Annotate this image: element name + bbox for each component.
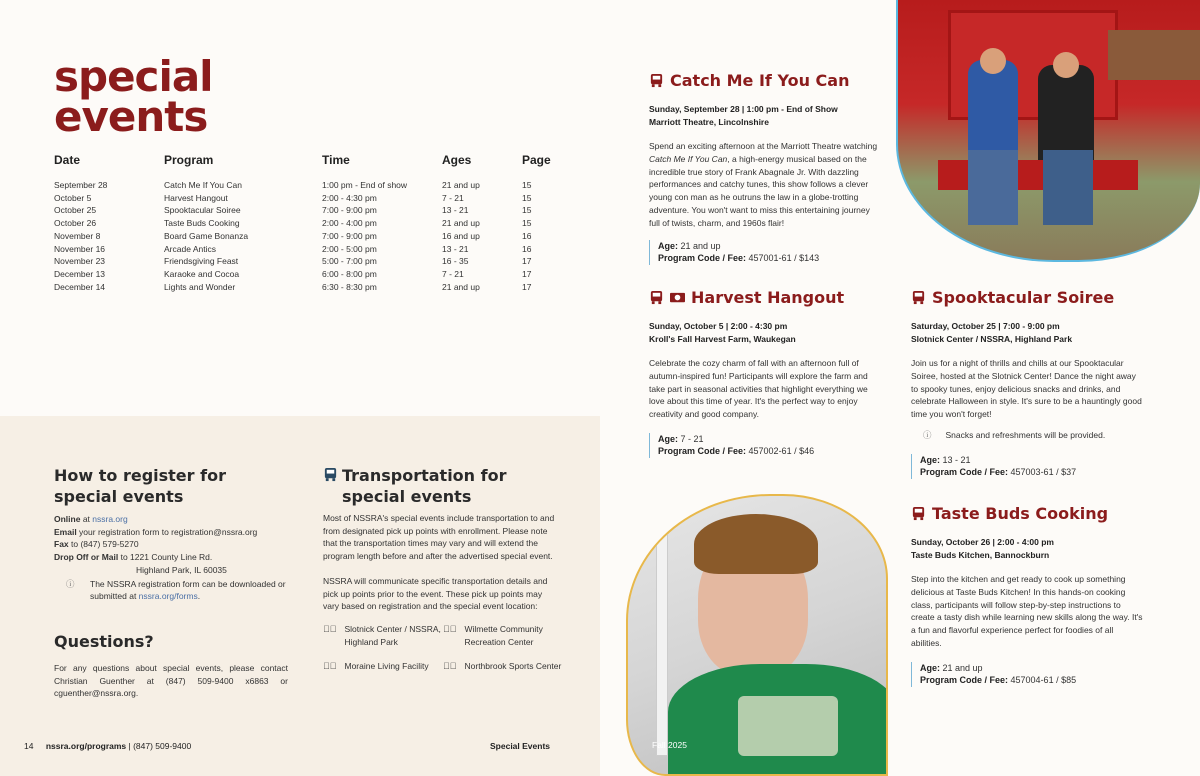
table-body bbox=[54, 179, 574, 293]
table-cell: 21 and up bbox=[442, 218, 480, 229]
table-cell: October 26 bbox=[54, 218, 97, 229]
table-cell: 6:30 - 8:30 pm bbox=[322, 281, 377, 292]
table-cell: 5:00 - 7:00 pm bbox=[322, 256, 377, 267]
event-taste-info: Age: 21 and up Program Code / Fee: 457004-61 / $85 bbox=[911, 662, 1143, 687]
table-row bbox=[54, 268, 574, 281]
event-harvest-info: Age: 7 - 21 Program Code / Fee: 457002-61 / $46 bbox=[649, 433, 881, 458]
page-number: 14 bbox=[24, 741, 34, 751]
event-taste: Taste Buds Cooking Sunday, October 26 | 2:00 - 4:00 pm Taste Buds Kitchen, Bannockburn Step into the kitchen and get ready to cook up something delicious at Taste Buds Kitchen! In this hands-on cooking class, participants will follow step-by-step instructions to create a tasty dish while learning new skills along the way. It's a fun and flavorful experience perfect for foodies of all abilities. Age: 21 and up Program Code / Fee: 457004-61 / $85 bbox=[911, 504, 1143, 686]
questions-heading: Questions? bbox=[54, 632, 154, 651]
table-cell: November 16 bbox=[54, 243, 106, 254]
table-cell: November 8 bbox=[54, 230, 101, 241]
drop-text: to 1221 County Line Rd. bbox=[118, 552, 213, 563]
bus-icon bbox=[649, 73, 664, 88]
location-list bbox=[323, 623, 562, 673]
table-cell: October 5 bbox=[54, 192, 92, 203]
email-text: your registration form to registration@nssra.org bbox=[76, 526, 258, 537]
register-note: The NSSRA registration form can be downloaded or submitted at nssra.org/forms. bbox=[90, 578, 286, 602]
table-cell: 15 bbox=[522, 218, 532, 229]
table-cell: 15 bbox=[522, 192, 532, 203]
table-cell: October 25 bbox=[54, 205, 97, 216]
table-cell: Spooktacular Soiree bbox=[164, 205, 241, 216]
table-cell: 13 - 21 bbox=[442, 205, 469, 216]
event-spook: Spooktacular Soiree Saturday, October 25 | 7:00 - 9:00 pm Slotnick Center / NSSRA, Highland Park Join us for a night of thrills and chills at our Spooktacular Soiree, hosted at the Slotnick Center! Dance the night away to spooky tunes, enjoy delicious snacks and drinks, and celebrate Halloween in style. It's sure to be a hauntingly good time you won't forget! ⓘ Snacks and refreshments will be provided. Age: 13 - 21 Program Code / Fee: 457003-61 / $37 bbox=[911, 288, 1142, 478]
col-time: Time bbox=[322, 153, 350, 167]
table-cell: 16 and up bbox=[442, 230, 480, 241]
col-page: Page bbox=[522, 153, 551, 167]
event-catch-info: Age: 21 and up Program Code / Fee: 457001-61 / $143 bbox=[649, 240, 889, 265]
table-cell: 16 bbox=[522, 243, 532, 254]
table-row bbox=[54, 217, 574, 230]
event-spook-desc: Join us for a night of thrills and chills at our Spooktacular Soiree, hosted at the Slotnick Center! Dance the night away to spooky tunes, enjoy delicious snacks and drinks, and celebrate Halloween in style. It's sure to be a hauntingly good time you won't forget! bbox=[911, 358, 1142, 420]
transport-heading: Transportation for special events bbox=[323, 465, 559, 507]
table-cell: 7:00 - 9:00 pm bbox=[322, 230, 377, 241]
online-link[interactable]: nssra.org bbox=[92, 514, 128, 524]
online-label: Online bbox=[54, 514, 81, 524]
table-cell: December 13 bbox=[54, 268, 106, 279]
drop-city: Highland Park, IL 60035 bbox=[136, 564, 227, 575]
table-cell: 17 bbox=[522, 268, 532, 279]
event-spook-info: Age: 13 - 21 Program Code / Fee: 457003-61 / $37 bbox=[911, 454, 1143, 479]
table-cell: December 14 bbox=[54, 281, 106, 292]
table-cell: Harvest Hangout bbox=[164, 192, 228, 203]
location-item: ▶⃞ Wilmette Community Recreation Center bbox=[443, 623, 543, 647]
col-date: Date bbox=[54, 153, 81, 167]
table-cell: Karaoke and Cocoa bbox=[164, 268, 240, 279]
table-cell: 21 and up bbox=[442, 180, 480, 190]
bus-icon bbox=[323, 467, 338, 482]
table-cell: 2:00 - 4:30 pm bbox=[322, 192, 377, 203]
play-box-icon: ▶⃞ bbox=[443, 661, 457, 672]
table-cell: Arcade Antics bbox=[164, 243, 216, 254]
event-taste-title: Taste Buds Cooking bbox=[911, 504, 1143, 523]
table-cell: 1:00 pm - End of show bbox=[322, 180, 408, 190]
footer-section: Special Events bbox=[490, 741, 551, 751]
table-cell: Taste Buds Cooking bbox=[164, 218, 240, 229]
table-cell: 7 - 21 bbox=[442, 268, 464, 279]
table-cell: 21 and up bbox=[442, 281, 480, 292]
bus-icon bbox=[911, 506, 926, 521]
photo-bench-men bbox=[896, 0, 1200, 262]
table-cell: 16 bbox=[522, 230, 532, 241]
footer-site-link[interactable]: nssra.org/programs bbox=[45, 741, 127, 751]
register-heading: How to register for special events bbox=[54, 466, 226, 506]
table-cell: September 28 bbox=[54, 180, 108, 190]
table-row bbox=[54, 243, 574, 256]
table-cell: November 23 bbox=[54, 256, 106, 267]
forms-link[interactable]: nssra.org/forms bbox=[138, 591, 198, 602]
location-item: ▶⃞ Northbrook Sports Center bbox=[443, 661, 562, 672]
table-cell: 13 - 21 bbox=[442, 243, 469, 254]
table-cell: Catch Me If You Can bbox=[164, 180, 242, 190]
table-row bbox=[54, 204, 574, 217]
table-cell: 7:00 - 9:00 pm bbox=[322, 205, 377, 216]
schedule-table bbox=[54, 153, 574, 293]
table-row bbox=[54, 192, 574, 205]
transport-para1: Most of NSSRA's special events include transportation to and from designated pick up points with enrollment. Please note that the transportation times may vary and will extend the program length before and after the advertised special event. bbox=[323, 513, 555, 562]
play-box-icon: ▶⃞ bbox=[323, 661, 337, 672]
table-row bbox=[54, 281, 574, 294]
table-cell: 2:00 - 5:00 pm bbox=[322, 243, 377, 254]
play-box-icon: ▶⃞ bbox=[323, 623, 337, 634]
table-cell: Lights and Wonder bbox=[164, 281, 236, 292]
table-cell: 7 - 21 bbox=[442, 192, 464, 203]
table-row bbox=[54, 255, 574, 268]
event-catch-title: Catch Me If You Can bbox=[649, 71, 889, 90]
table-header bbox=[54, 153, 574, 167]
footer-phone: (847) 509-9400 bbox=[133, 741, 192, 751]
table-cell: 15 bbox=[522, 205, 532, 216]
event-spook-note: ⓘ Snacks and refreshments will be provided. bbox=[923, 429, 1106, 440]
photo-boy-smiling bbox=[626, 494, 888, 776]
footer-left: 14 nssra.org/programs | (847) 509-9400 bbox=[24, 741, 192, 751]
questions-text: For any questions about special events, please contact Christian Guenther at (847) 509-9400 x6863 or cguenther@nssra.org. bbox=[54, 663, 288, 699]
fax-text: to (847) 579-5270 bbox=[68, 539, 139, 550]
page-title: special events bbox=[54, 52, 213, 141]
table-cell: 6:00 - 8:00 pm bbox=[322, 268, 377, 279]
event-harvest-title: Harvest Hangout bbox=[649, 288, 881, 307]
questions-block bbox=[54, 631, 288, 700]
event-harvest: Harvest Hangout Sunday, October 5 | 2:00 - 4:30 pm Kroll's Fall Harvest Farm, Waukegan Celebrate the cozy charm of fall with an afternoon full of autumn-inspired fun! Participants will explore the farm and take part in seasonal activities that highlight everything we love about this time of year. It's the perfect way to enjoy creativity and good company. Age: 7 - 21 Program Code / Fee: 457002-61 / $46 bbox=[649, 288, 881, 458]
table-cell: 2:00 - 4:00 pm bbox=[322, 218, 377, 229]
bus-icon bbox=[911, 290, 926, 305]
transport-block bbox=[323, 465, 562, 673]
table-cell: 15 bbox=[522, 180, 532, 190]
play-box-icon: ▶⃞ bbox=[443, 623, 457, 634]
info-icon: ⓘ bbox=[66, 578, 75, 589]
table-cell: 16 - 35 bbox=[442, 256, 469, 267]
event-spook-title: Spooktacular Soiree bbox=[911, 288, 1143, 307]
footer-season: Fall 2025 bbox=[652, 740, 687, 750]
event-harvest-desc: Celebrate the cozy charm of fall with an afternoon full of autumn-inspired fun! Participants will explore the farm and take part in seasonal activities that highlight everything we love about this time of year. It's the perfect way to enjoy creativity and good company. bbox=[649, 358, 868, 420]
col-program: Program bbox=[164, 153, 214, 167]
money-icon bbox=[670, 290, 685, 305]
bus-icon bbox=[649, 290, 664, 305]
info-icon: ⓘ bbox=[923, 429, 932, 440]
event-catch: Catch Me If You Can Sunday, September 28 | 1:00 pm - End of Show Marriott Theatre, Lincolnshire Spend an exciting afternoon at the Marriott Theatre watching Catch Me If You Can, a high-energy musical based on the incredible true story of Frank Abagnale Jr. With dazzling performances and catchy tunes, this show follows a clever young con man as he outruns the law in a globe-trotting adventure. You won't want to miss this entertaining journey full of twists, charm, and 1960s flair! Age: 21 and up Program Code / Fee: 457001-61 / $143 bbox=[649, 71, 889, 265]
table-cell: Friendsgiving Feast bbox=[164, 256, 239, 267]
location-item: ▶⃞ Moraine Living Facility bbox=[323, 661, 429, 672]
table-cell: 17 bbox=[522, 281, 532, 292]
table-cell: 17 bbox=[522, 256, 532, 267]
register-block: How to register for special events Online at nssra.org Email your registration form to registration@nssra.org Fax to (847) 579-5270 Drop Off or Mail to 1221 County Line Rd. Highland Park, IL 60035 ⓘ The NSSRA registration form can be downloaded or submitted at nssra.org/forms. bbox=[54, 465, 294, 603]
event-catch-desc: Spend an exciting afternoon at the Marriott Theatre watching Catch Me If You Can, a high-energy musical based on the incredible true story of Frank Abagnale Jr. With dazzling performances and catchy tunes, this show follows a clever young con man as he outruns the law in a globe-trotting adventure. You won't want to miss this entertaining journey full of twists, charm, and 1960s flair! bbox=[649, 141, 878, 228]
location-item: ▶⃞ Slotnick Center / NSSRA, Highland Park bbox=[323, 623, 441, 647]
event-taste-desc: Step into the kitchen and get ready to cook up something delicious at Taste Buds Kitchen! In this hands-on cooking class, participants will follow step-by-step instructions to create a tasty dish while learning new skills along the way. It's a fun and flavorful experience perfect for foodies of all abilities. bbox=[911, 574, 1143, 648]
transport-para2: NSSRA will communicate specific transportation details and pick up points prior to the event. These pick up points may vary based on registration and the special event location: bbox=[323, 575, 548, 612]
table-row bbox=[54, 179, 574, 192]
table-cell: Board Game Bonanza bbox=[164, 230, 249, 241]
col-ages: Ages bbox=[442, 153, 472, 167]
table-row bbox=[54, 230, 574, 243]
